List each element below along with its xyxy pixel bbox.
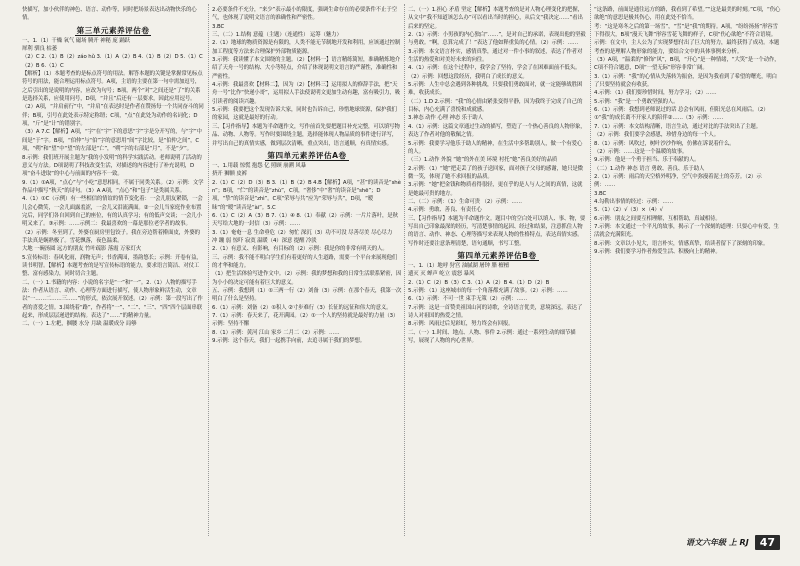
answer-paragraph: 8.（1）示例：黄河 江山 家乡 二月二（2）示例：…… [212, 329, 340, 336]
column-divider [590, 4, 591, 536]
answer-paragraph: 5.示例：我要学习他乐于助人的精神，在生活中多帮助别人，做一个有爱心的人。 [408, 140, 583, 155]
answer-paragraph: 4.示例：我最喜欢【材料二】，因为（2）【材料三】运用拟人的修辞手法，把“天舟一号”比作“快递小哥”，运用拟人手法使说明文更加生动有趣，富有吸引力，吸引读者的阅读兴趣。 [212, 82, 400, 105]
column-divider [404, 4, 405, 536]
answer-paragraph: 4.勾勒出事情的经过：示例：…… [594, 198, 674, 205]
answer-paragraph: 6.（1）示例：不可一世 束手无策（2）示例：…… [408, 296, 528, 303]
answer-paragraph: 9.示例：我们要学习作者热爱生活、积极向上的精神。 [594, 248, 721, 255]
answer-paragraph: “这条路，前面是通往远方的路，我看到了希望。”“这是最美的时刻。”C项，“伤心欲绝”的意思是极其伤心，用在此处不恰当。 [594, 7, 781, 22]
answer-paragraph: 2.（1）C（2）D（3）B 3.（1）B（2）B 4.B【解析】A项，“甚”的读音是“shèn”；B项，“伫”的读音是“zhù”，C项，“奢侈”中“奢”的读音是“shē”；D项，“挚”的读音是“zhì”。C项“荣辱与共”应为“荣辱与共”，D项，“暧昧”的“暧”读音是“ài”。5.C [212, 179, 401, 211]
section-heading [22, 25, 204, 36]
answer-paragraph: 4.示例：（1）我们要珍惜时间，努力学习；（2）…… [594, 90, 717, 97]
answer-paragraph: 7.（1）示例：春天来了，花开满园。（2）①一个人的坚持就是最好的力量（3）示例：坚持不懈 [212, 313, 399, 328]
column-3 [408, 6, 586, 536]
answer-paragraph: 2.（1）有意义、有影响，有目标的（2）示例：我是你的非常有明天的人。 [212, 246, 388, 253]
answer-paragraph: 5.示例：人生中总会遇到各种挑战，只要我们勇敢面对，就一定能够战胜困难，收获成长。 [408, 82, 583, 97]
answer-paragraph: 8.示例：我们班开展主题为“我的小发明”的科学实践活动。老师说明了活动的意义与方法。D项说明了科技改变生活，对描述的内容进行了补充说明，D项“奋斗进取”的中心与前面的内容不一致。 [22, 154, 202, 178]
answer-paragraph: （3）A 7.C【解析】A项，“字”在“宇”下的意思“宇”字是分开写的，与“宇”中间是“于”字。B项，“伯仲”与“伯”字的意思用“间”字比较，是“伯仲之间”，C项，“朔”和“望”中“望”的左部是“亡”，“朔”字的右部是“月”，不是“夕”。 [22, 129, 202, 153]
answer-paragraph: 6.示例：朋友之间要互相理解，互相帮助，真诚相待。 [594, 215, 721, 222]
answer-paragraph: 9.（1）①A项，“点心”与“小吃”意思相同，不属于同类关系。（2）示例：文学作品中描写“秋天”的诗句。（3）A A项，“点心”和“包子”是类属关系。 [22, 179, 204, 194]
answer-paragraph: 2.（1）示例：小男孩的内心独白“……”，是对自己的承诺，表现出他的坚毅与勇敢。“啊，总算完成了！”表达了他如释重负的心情。（2）示例：…… [408, 32, 586, 47]
answer-paragraph: （二）1.D 2.示例：“我”的心情由紧张变得平静，因为我终于完成了自己的目标，内心充满了喜悦和成就感。 [408, 98, 583, 114]
answer-paragraph: 一、1.（1）干燥 氧气 磁场 腾开 神秘 庞 踊跃 [22, 37, 130, 44]
answer-paragraph: 5.示例：我要把这个发现告诉大家，同时也告诉自己，珍惜地球资源，保护我们的家园，这就是最好的行动。 [212, 107, 397, 122]
answer-paragraph: 大地 一碗汤圆 远方的朋友 竹叶疏影 落霞 万家灯火 [22, 246, 142, 253]
column-4 [594, 6, 782, 536]
answer-paragraph: 5.（1）（2）√（3）×（4）√ [594, 207, 663, 214]
answer-paragraph: 一、1.（1）地呼 狩宫 油腻湖 屠钟 腊 檀檀 [408, 262, 509, 269]
answer-paragraph: 8.示例：文章以小见大，语言朴实，情感真挚，给读者留下了深刻的印象。 [594, 240, 769, 247]
section-heading [212, 150, 402, 161]
answer-paragraph: （1）把生活体验写进作文中。（2）示例：我的梦想和我的日常生活联系紧密，因为小小的决定可能有着巨大的意义。 [212, 271, 402, 286]
answer-paragraph: （2）C 2.（1）B（2）záo hǔ 3.（1）A（2）B 4.（1）B（2）D 5.（1）C（2）B 6.（1）C [22, 54, 203, 69]
answer-paragraph: 三、【习作指导】本题为半命题作文。题目中的空白处可以填人、事、物，要写出自己印象最深的经历，写清楚事情的起因、经过和结果，注意抓住人物的语言、动作、神态、心理等描写来表现人物的性格特点，表达真情实感。写作时还要注意条理清楚，语句通顺，书写工整。 [408, 215, 586, 247]
section-heading-text: 第四单元素养评估B卷 [457, 250, 537, 260]
answer-paragraph: 2.示例：（1）“她”把走丢了的孩子送回家，面对孩子父母的感谢，她只是微微一笑，体现了她不求回报的品质。 [408, 165, 583, 180]
page-number: 47 [755, 535, 780, 550]
answer-paragraph: 7.（1）示例：本文结构清晰，语言生动，通过对比的手法突出了主题。 [594, 123, 761, 130]
answer-paragraph: （2）示例：我们要学会感恩，珍惜身边的每一个人。 [594, 132, 720, 139]
answer-paragraph: 三、示例：我不能不明白学生们有着更好的人生道路，需要一个平台来展现他们的才华和能力。 [212, 254, 398, 269]
answer-paragraph: 二、（一）1.担心 矛盾 坚定【解析】本题考查的是对人物心理变化的把握，从文中“我不知道该怎么办”可以看出当时的担心，从后文“我决定……”看出后来的坚定。 [408, 7, 583, 30]
answer-paragraph: 4.示例：勇敢、善良、有责任心 [408, 207, 482, 214]
answer-paragraph: （2）示例：冬至到了，外婆在厨房里包饺子。我在旁边帮着擀面皮，外婆的手法真是娴熟极了。雪花飘落，夜色温柔。 [22, 229, 200, 244]
answer-paragraph: 6.（1）示例：刘备（2）①积人 ②寸步难行（3）长征的远征和伟大的意义。 [212, 304, 392, 311]
answer-paragraph: 6.（1）示例：我想到老师说过的话 总会有风雨，但阳光总在风雨后。（2）①“我”的成长离不开家人的陪伴②……（3）示例：…… [594, 107, 769, 122]
answer-paragraph: 3.（1）奄奄一息 生命垂危（2）匆忙 深沉（3）功不可没 尽善尽美 尽心尽力 [212, 229, 393, 236]
answer-paragraph: 五、示例：我想到（1）①三两一行（2）刘备（3）示例：在那个春天，我第一次明白了什么是坚持。 [212, 288, 402, 303]
answer-paragraph: 5.示例：（1）这座城市的每一个角落都充满了故事。（2）示例：…… [408, 288, 568, 294]
answer-paragraph: 挤开 狮额 皮裤 [212, 171, 247, 178]
answer-paragraph: 3.示例：“她”把金钱和物质看得很轻，更在乎的是人与人之间的真情，这就是她最可贵的地方。 [408, 182, 583, 197]
answer-paragraph: 4.（1）示例：这篇文章通过生动的描写，塑造了一个热心善良的人物形象，表达了作者对他的敬佩之情。 [408, 123, 586, 139]
page-footer [686, 535, 780, 550]
answer-paragraph: 【解析】（1）本题考查的是标点符号的用法。解答本题的关键是掌握常见标点符号的用法，能合理运用标点符号。A项，主语的主要在第一句中需加逗号，之后引出的是说明的内容，应改为句号；B项，两个“对”之间还是“了”的关系是选择关系，应使用问号，D项，“并且”后还有一层要求，因此应用逗号。 [22, 71, 203, 103]
column-divider [208, 4, 209, 536]
answer-paragraph: 3.示例：我读懂了本文围绕的主题。（2）【材料一】语言精练简短，准确精炼地介绍了天舟一号的结构、大小等特点，介绍了体现说明文语言的严谨性，准确性和严密性。 [212, 57, 401, 80]
answer-paragraph: （三）1.动作 外貌 “她”的外在美 环境 衬托“她”善良美好的品质 [408, 157, 558, 164]
answer-paragraph: 7.示例：这是一首赞美祖国山河的诗歌，全诗语言优美，意境深远，表达了诗人对祖国的热爱之情。 [408, 304, 583, 320]
answer-paragraph: 二、（一）1.书籍的内容：小说的名字是“一”和“一”。2.（1）人物的描写手法：作者从语言、动作、心理等方面进行描写，使人物形象鲜活生动，文章以“一……二……三……”的形式，依次展开叙述。（2）示例：第一段写出了作者的喜爱之情。3.围绕着“路”，作者将“一”、“二”、“三”、“四”四个层面串联起来，形成层层递进的结构。表达了“……”的精神力量。 [22, 279, 203, 320]
answer-paragraph: 2.（1）地球的物质资源是有限的，人类不能无节制地开发和利用，应该通过控制加工程度等方法来合理保护外部物质能源。 [212, 40, 401, 55]
answer-paragraph: 二、（二）示例：（1）生命可贵 （2）示例：…… [408, 198, 522, 205]
section-heading-text: 第三单元素养评估卷 [76, 25, 150, 35]
answer-paragraph: 二、（一）1.时间、地点、人物、事件 2.示例：通过一系列生动的细节描写，展现了人物的内心世界。 [408, 329, 576, 345]
section-heading-text: 第四单元素养评估A卷 [267, 150, 347, 160]
answer-paragraph: 9.示例：这个春天，我们一起携手向前，去追寻属于我们的梦想。 [212, 338, 366, 345]
answer-paragraph: 3.BC [594, 190, 607, 197]
answer-paragraph: 2.（1）示例：雨后的天空格外明净，空气中弥漫着泥土的芬芳。（2）示例：…… [594, 173, 762, 189]
answer-paragraph: 9.示例：他是一个勇于担当、乐于奉献的人。 [594, 157, 700, 164]
answer-paragraph: 3.神态 动作 心理 神态 乐于助人 [408, 115, 483, 122]
answer-paragraph: 5.宣传标语：春风化雨，润物无声；书香满园，墨韵悠长；示例：开卷有益，读书明智。【解析】本题考查的是写宣传标语的能力，要求语言简洁、对仗工整、富有感染力，同时切合主题。 [22, 254, 202, 278]
answer-paragraph: 一、1.用载 惊慌 抱怨 亿 照顾 崩溯 风暴 [212, 162, 306, 169]
answer-paragraph: 3.BC [212, 23, 225, 30]
answer-paragraph: 3.（1）示例：“我”的心情从失落转为振奋，是因为我看到了希望的曙光，明白了只要坚持就会有收获。 [594, 73, 777, 89]
answer-paragraph: （2）A项，“并肩前行”中，“并肩”在表达时是作者在赞扬每一个共同奋斗的同伴；B项，引号在此处表示特定称谓；C项，“点”在此处为动作的名词化；D项，“斤”是“计”的错别字。 [22, 104, 204, 128]
answer-paragraph: 8.（1）示例：风吹过，树叶沙沙作响，仿佛在诉说着什么。 [594, 140, 735, 147]
column-2 [212, 6, 402, 536]
answer-paragraph: 7.示例：本文通过一个平凡的故事，揭示了一个深刻的道理：只要心中有爱，生活就会充满阳光。 [594, 223, 779, 239]
answer-paragraph: 3.示例：本文语言朴实，感情真挚，通过对一件小事的叙述，表达了作者对生活的热爱和对美好未来的向往。 [408, 48, 583, 64]
answer-paragraph: （3）A项，“温柔的”修饰“风”，B项，“开心”是一种情绪，“大笑”是一个动作，C项不符合题意，D项“一望无际”形容非常广阔。 [594, 57, 780, 72]
answer-paragraph: 4.（1）①C（示例）有一些相信的情谊的情节变化着：一会儿朋友紧锁，一会儿会心微笑，一会儿面露羞涩，一会儿又泪流满面。②一会儿当家庭作业布置完后，同学们各自回到自己的座位，有的认真学习；有的低声交谈；一会儿小明又来了。③示例：……示例二：我最喜欢的一幕是那位老学者的故事。 [22, 196, 203, 228]
column-1 [22, 6, 204, 536]
answer-paragraph: 2.（1）C（2）B（3）C 3.（1）A（2）B 4.（1）D（2）B [408, 279, 550, 286]
answer-paragraph: 示例：在文中，主人公为了实现梦想付出了巨大的努力，最终获得了成功。本题考查的是理解人物形象的能力，要结合文中的具体事例来分析。 [594, 40, 780, 55]
answer-paragraph: 冲 蹦 弱 惊吓 寂寞 温暖（4）深意 提醒 冷淡 [212, 237, 317, 244]
answer-paragraph: 遗灭 灭 蝉声 屹立 震怒 暴风 [408, 271, 475, 278]
answer-paragraph: 二、（一）1.左耙，捆腰 水分 月缺 温暖成分 局够 [22, 321, 137, 328]
answer-paragraph: 三、（二）1.结构 意蕴（主题）（连通性） 运筹（魅力） [212, 32, 342, 39]
section-heading [408, 250, 586, 261]
answer-paragraph: 快描写，加小伙伴的神色、语言、动作等，同时把场景表达出动物快乐的心情。 [22, 7, 197, 22]
answer-paragraph: 三、【习作指导】本题为半命题作文，写作前首先要把题目补充完整，可以填写物品、动物、人物等。写作时要围绕主题，选择能体现人物品质的事件进行详写，并写出自己的真情实感，做到层次清晰，重点突出，语言通顺，有真情实感。 [212, 123, 400, 147]
answer-paragraph: 8.示例：风雨过后见彩虹，努力终会有回报。 [408, 321, 514, 328]
answer-paragraph: （二）1.动作 神态 语言 勇敢、善良、乐于助人 [594, 165, 705, 172]
answer-paragraph: （2）示例：……这是一个温暖的故事。 [594, 148, 688, 155]
answer-paragraph: 犀利 驯良 枯萎 [22, 46, 57, 53]
book-label: 语文六年级 上 RJ [685, 538, 749, 547]
answer-paragraph: 6.（1）C（2）A（3）B 7.（1）④ 8.（1）奉献（2）示例：一片片落叶，是秋天写给大地的一封信（3）示例：…… [212, 212, 398, 228]
answer-paragraph: 2.必要条件不充分，“来少”表示最小的限度，强调生命存在的必要条件不止于空气，也体现了说明文语言的准确性和严密性。 [212, 7, 397, 22]
answer-paragraph: 5.示例：“我”是一个勇敢坚强的人。 [594, 98, 679, 105]
answer-paragraph: 考：“这是寒冬之后的第一场雪”，“雪”是“我”的期待。A项，“纷纷扬扬”形容雪下得很大，B项“漫天飞舞”形容雪花飞舞的样子，C项“伤心欲绝”不符合语境。 [594, 23, 778, 39]
answer-paragraph: 4.（1）示例：在这个过程中，我学会了坚持，学会了在困难面前不低头。（2）示例：回想这段经历，我明白了成长的意义。 [408, 65, 581, 80]
